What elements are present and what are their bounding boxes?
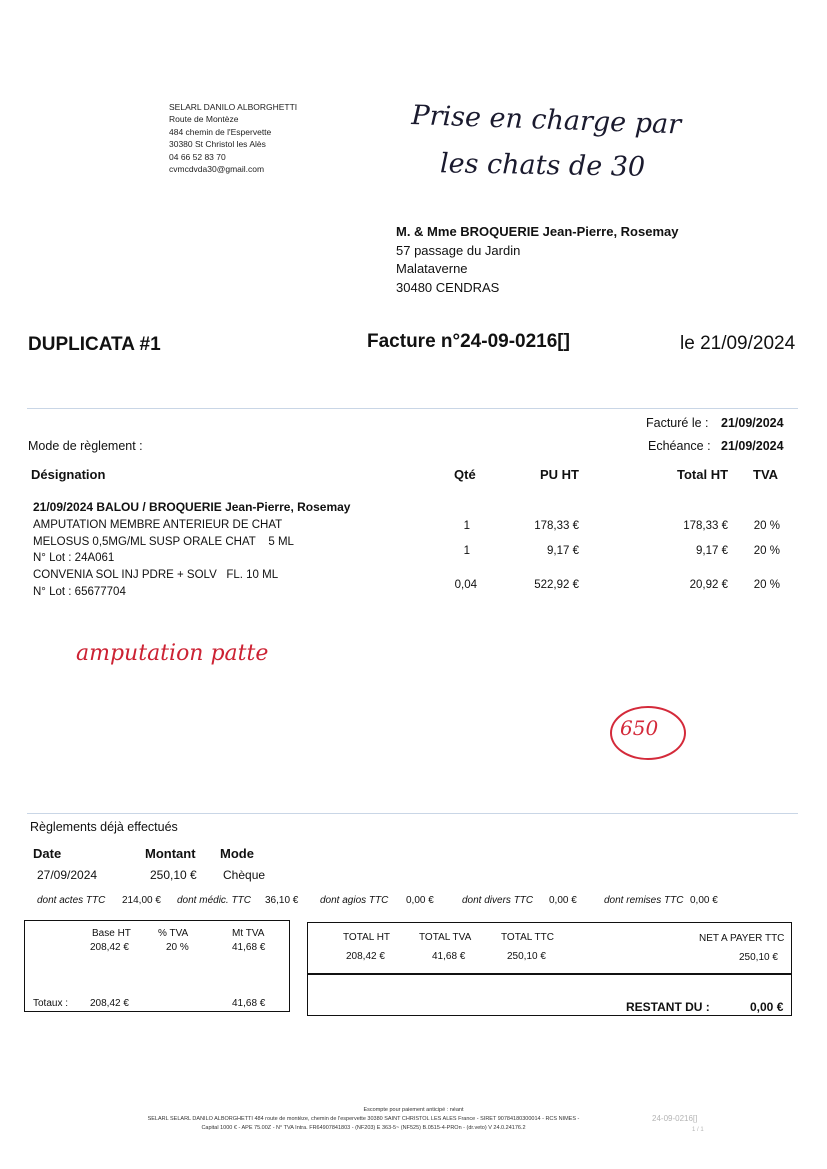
- vat-col-pct: % TVA: [158, 928, 189, 939]
- client-locality: Malataverne: [396, 261, 468, 276]
- footer-page: 1 / 1: [692, 1127, 704, 1133]
- line-item-pu: 522,92 €: [534, 579, 579, 591]
- invoiced-label: Facturé le :: [646, 416, 709, 430]
- line-item-total: 20,92 €: [689, 579, 728, 591]
- invoice-number: Facture n°24-09-0216[]: [367, 331, 570, 352]
- due-label: Echéance :: [648, 439, 711, 453]
- actes-value: 214,00 €: [122, 895, 161, 906]
- total-ht-label: TOTAL HT: [343, 932, 391, 943]
- sender-email: cvmcdvda30@gmail.com: [169, 164, 265, 175]
- client-city: 30480 CENDRAS: [396, 279, 500, 295]
- handwritten-note-line1: Prise en charge par: [410, 100, 682, 141]
- col-pu: PU HT: [540, 467, 579, 482]
- payments-col-mode: Mode: [220, 846, 254, 861]
- payments-title: Règlements déjà effectués: [30, 820, 178, 834]
- line-item-tva: 20 %: [753, 545, 780, 557]
- payment-mode-label: Mode de règlement :: [28, 439, 143, 453]
- vat-base-value: 208,42 €: [90, 942, 129, 953]
- line-item-qty: 1: [463, 545, 470, 557]
- footer-legal-2: Capital 1000 € - APE 75.00Z - N° TVA Intra. FR64907841803 - (NF203) E 363-5~ (NF525) B.0515-4-PROn - (dr.veto) V 24.0.24176.2: [201, 1125, 526, 1131]
- handwritten-circled-amount: 650: [620, 716, 659, 740]
- invoiced-value: 21/09/2024: [721, 416, 784, 430]
- total-tva-label: TOTAL TVA: [419, 932, 472, 943]
- client-street: 57 passage du Jardin: [396, 242, 521, 258]
- actes-label: dont actes TTC: [37, 895, 106, 906]
- line-item-qty: 0,04: [454, 579, 477, 591]
- sender-address1: Route de Montèze: [169, 114, 239, 125]
- line-item-lot: N° Lot : 24A061: [33, 552, 115, 564]
- payments-col-date: Date: [33, 846, 62, 861]
- divers-label: dont divers TTC: [462, 895, 534, 906]
- vat-totals-base: 208,42 €: [90, 998, 129, 1009]
- sender-city: 30380 St Christol les Alès: [169, 139, 266, 150]
- line-item-pu: 9,17 €: [547, 545, 579, 557]
- line-item-label: CONVENIA SOL INJ PDRE + SOLV FL. 10 ML: [33, 569, 279, 581]
- line-item-total: 178,33 €: [683, 520, 728, 532]
- medic-value: 36,10 €: [265, 895, 299, 906]
- duplicate-title: DUPLICATA #1: [28, 334, 161, 355]
- line-item-total: 9,17 €: [696, 545, 728, 557]
- remises-label: dont remises TTC: [604, 895, 684, 906]
- divider: [27, 813, 798, 814]
- line-item-label: AMPUTATION MEMBRE ANTERIEUR DE CHAT: [33, 519, 283, 531]
- total-tva-value: 41,68 €: [432, 951, 466, 962]
- medic-label: dont médic. TTC: [177, 895, 251, 906]
- payment-date: 27/09/2024: [37, 868, 98, 882]
- sender-name: SELARL DANILO ALBORGHETTI: [169, 102, 298, 112]
- invoice-date: le 21/09/2024: [680, 333, 796, 354]
- line-group-header: 21/09/2024 BALOU / BROQUERIE Jean-Pierre, Rosemay: [33, 500, 351, 514]
- due-value: 21/09/2024: [721, 439, 784, 453]
- vat-totals-mt: 41,68 €: [232, 998, 266, 1009]
- sender-phone: 04 66 52 83 70: [169, 151, 226, 162]
- total-ht-value: 208,42 €: [346, 951, 385, 962]
- total-ttc-value: 250,10 €: [507, 951, 546, 962]
- vat-col-mt: Mt TVA: [232, 928, 265, 939]
- col-qty: Qté: [454, 467, 476, 482]
- divider: [27, 408, 798, 409]
- sender-address2: 484 chemin de l'Espervette: [169, 126, 272, 137]
- payment-mode: Chèque: [223, 868, 266, 882]
- footer-discount: Escompte pour paiement anticipé : néant: [363, 1107, 464, 1113]
- line-item-tva: 20 %: [753, 579, 780, 591]
- vat-mt-value: 41,68 €: [232, 942, 266, 953]
- client-address-block: [396, 223, 678, 297]
- line-item-pu: 178,33 €: [534, 520, 579, 532]
- payments-col-amount: Montant: [145, 846, 196, 861]
- col-total: Total HT: [677, 467, 729, 482]
- line-item-qty: 1: [463, 520, 470, 532]
- col-designation: Désignation: [31, 467, 106, 482]
- footer-legal-1: SELARL SELARL DANILO ALBORGHETTI 484 route de montèze, chemin de l'espervette 30380 SAINT CHRISTOL LES ALES France - SIRET 90784180300014 - RCS NIMES -: [147, 1116, 580, 1122]
- total-ttc-label: TOTAL TTC: [501, 932, 554, 943]
- agios-value: 0,00 €: [406, 895, 434, 906]
- footer-ref: 24-09-0216[]: [652, 1114, 698, 1123]
- line-item-tva: 20 %: [753, 520, 780, 532]
- net-label: NET A PAYER TTC: [699, 933, 785, 944]
- restant-value: 0,00 €: [750, 1000, 784, 1014]
- sender-block: [169, 101, 297, 175]
- agios-label: dont agios TTC: [320, 895, 389, 906]
- divers-value: 0,00 €: [549, 895, 577, 906]
- totals-divider: [308, 973, 791, 975]
- line-item-label: MELOSUS 0,5MG/ML SUSP ORALE CHAT 5 ML: [33, 536, 294, 548]
- col-tva: TVA: [753, 467, 779, 482]
- handwritten-note-line2: les chats de 30: [439, 148, 646, 183]
- handwritten-red-note: amputation patte: [76, 641, 269, 666]
- remises-value: 0,00 €: [690, 895, 718, 906]
- vat-totals-label: Totaux :: [33, 998, 69, 1009]
- vat-col-base: Base HT: [92, 928, 131, 939]
- restant-label: RESTANT DU :: [626, 1000, 710, 1014]
- payment-amount: 250,10 €: [150, 868, 197, 882]
- vat-pct-value: 20 %: [166, 942, 189, 953]
- net-value: 250,10 €: [739, 952, 778, 963]
- line-item-lot: N° Lot : 65677704: [33, 586, 126, 598]
- client-name: M. & Mme BROQUERIE Jean-Pierre, Rosemay: [396, 224, 679, 239]
